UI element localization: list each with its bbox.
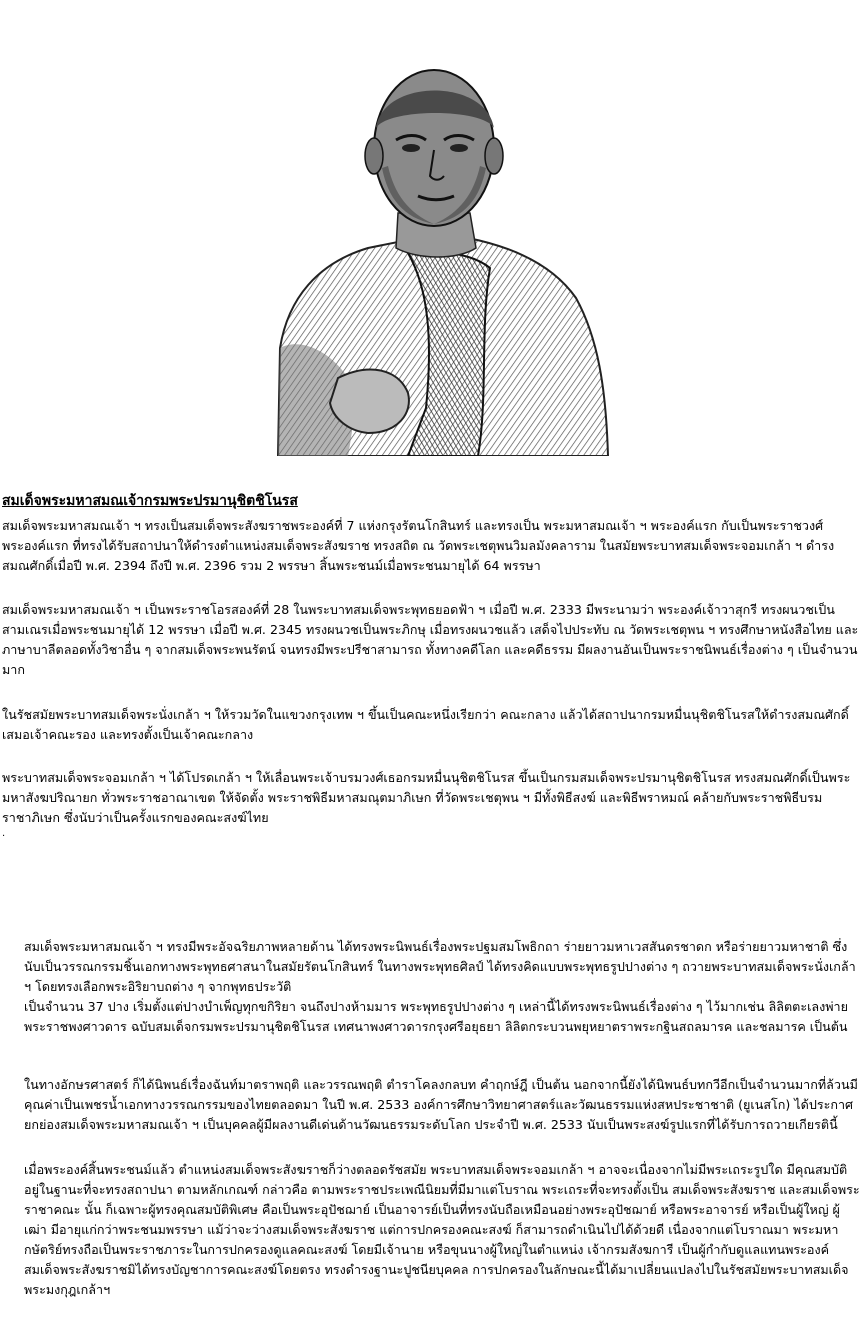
paragraph-literature-text: ในทางอักษรศาสตร์ ก็ได้นิพนธ์เรื่องฉันท์มาตราพฤติ และวรรณพฤติ ตำราโคลงกลบท คำฤกษ์ฎี เป็นต้น นอกจากนี้ยังได้นิพนธ์บทกวีอีกเป็นจำนวนมากที่ล้วนมีคุณค่าเป็นเพชรน้ำเอกทางวรรณกรรมของไทยตลอดมา ในปี พ.ศ. 2533 องค์การศึกษาวิทยาศาสตร์และวัฒนธรรมแห่งสหประชาชาติ (ยูเนสโก) ได้ประกาศยกย่องสมเด็จพระมหาสมณเจ้า ฯ เป็นบุคคลผู้มีผลงานดีเด่นด้านวัฒนธรรมระดับโลก ประจำปี พ.ศ. 2533 นับเป็นพระสงฆ์รูปแรกที่ได้รับการถวายเกียรตินี้: [24, 1077, 858, 1132]
paragraph-talents-line-2: เป็นจำนวน 37 ปาง เริ่มตั้งแต่ปางบำเพ็ญทุกขกิริยา จนถึงปางห้ามมาร พระพุทธรูปปางต่าง ๆ เหล่านี้ได้ทรงพระนิพนธ์เรื่องต่าง ๆ ไว้มากเช่น ลิลิตตะเลงพ่าย พระราชพงศาวดาร ฉบับสมเด็จกรมพระปรมานุชิตชิโนรส เทศนาพงศาวดารกรุงศรีอยุธยา ลิลิตกระบวนพยุหยาตราพระกฐินสถลมารค และชลมารค เป็นต้น: [24, 999, 849, 1034]
monk-portrait: [258, 48, 618, 456]
paragraph-succession: [24, 1160, 862, 1300]
paragraph-origin: สมเด็จพระมหาสมณเจ้า ฯ เป็นพระราชโอรสองค์ที่ 28 ในพระบาทสมเด็จพระพุทธยอดฟ้า ฯ เมื่อปี พ.ศ. 2333 มีพระนามว่า พระองค์เจ้าวาสุกรี ทรงผนวชเป็นสามเณรเมื่อพระชนมายุได้ 12 พรรษา เมื่อปี พ.ศ. 2345 ทรงผนวชเป็นพระภิกษุ เมื่อทรงผนวชแล้ว เสด็จไปประทับ ณ วัดพระเชตุพน ฯ ทรงศึกษาหนังสือไทย และภาษาบาลีตลอดทั้งวิชาอื่น ๆ จากสมเด็จพระพนรัตน์ จนทรงมีพระปรีชาสามารถ ทั้งทางคดีโลก และคดีธรรม มีผลงานอันเป็นพระราชนิพนธ์เรื่องต่าง ๆ เป็นจำนวนมาก: [2, 602, 859, 677]
page-title: สมเด็จพระมหาสมณเจ้ากรมพระปรมานุชิตชิโนรส: [2, 493, 298, 509]
paragraph-elevation: พระบาทสมเด็จพระจอมเกล้า ฯ ได้โปรดเกล้า ฯ ให้เลื่อนพระเจ้าบรมวงศ์เธอกรมหมื่นนุชิตชิโนรส ขึ้นเป็นกรมสมเด็จพระปรมานุชิตชิโนรส ทรงสมณศักดิ์เป็นพระมหาสังฆปริณายก ทั่วพระราชอาณาเขต ให้จัดตั้ง พระราชพิธีมหาสมณุตมาภิเษก ที่วัดพระเชตุพน ฯ มีทั้งพิธีสงฆ์ และพิธีพราหมณ์ คล้ายกับพระราชพิธีบรมราชาภิเษก ซึ่งนับว่าเป็นครั้งแรกของคณะสงฆ์ไทย: [2, 770, 851, 825]
paragraph-intro: สมเด็จพระมหาสมณเจ้า ฯ ทรงเป็นสมเด็จพระสังฆราชพระองค์ที่ 7 แห่งกรุงรัตนโกสินทร์ และทรงเป็น พระมหาสมณเจ้า ฯ พระองค์แรก กับเป็นพระราชวงศ์พระองค์แรก ที่ทรงได้รับสถาปนาให้ดำรงตำแหน่งสมเด็จพระสังฆราช ทรงสถิต ณ วัดพระเชตุพนวิมลมังคลาราม ในสมัยพระบาทสมเด็จพระจอมเกล้า ฯ ดำรงสมณศักดิ์เมื่อปี พ.ศ. 2394 ถึงปี พ.ศ. 2396 รวม 2 พรรษา สิ้นพระชนม์เมื่อพระชนมายุได้ 64 พรรษา: [2, 518, 835, 573]
stray-mark: .: [2, 828, 6, 839]
portrait-drawing: [258, 48, 618, 456]
paragraph-talents: [24, 937, 862, 1037]
paragraph-talents-line-1: สมเด็จพระมหาสมณเจ้า ฯ ทรงมีพระอัจฉริยภาพหลายด้าน ได้ทรงพระนิพนธ์เรื่องพระปฐมสมโพธิกถา ร่ายยาวมหาเวสสันดรชาดก หรือร่ายยาวมหาชาติ ซึ่งนับเป็นวรรณกรรมชิ้นเอกทางพระพุทธศาสนาในสมัยรัตนโกสินทร์ ในทางพระพุทธศิลป์ ได้ทรงคิดแบบพระพุทธรูปปางต่าง ๆ ถวายพระบาทสมเด็จพระนั่งเกล้า ฯ โดยทรงเลือกพระอิริยาบถต่าง ๆ จากพุทธประวัติ: [24, 939, 856, 994]
paragraph-literature: [24, 1075, 862, 1135]
paragraph-succession-text: เมื่อพระองค์สิ้นพระชนม์แล้ว ตำแหน่งสมเด็จพระสังฆราชก็ว่างตลอดรัชสมัย พระบาทสมเด็จพระจอมเกล้า ฯ อาจจะเนื่องจากไม่มีพระเถระรูปใด มีคุณสมบัติอยู่ในฐานะที่จะทรงสถาปนา ตามหลักเกณฑ์ กล่าวคือ ตามพระราชประเพณีนิยมที่มีมาแต่โบราณ พระเถระที่จะทรงตั้งเป็น สมเด็จพระสังฆราช และสมเด็จพระราชาคณะ นั้น ก็เฉพาะผู้ทรงคุณสมบัติพิเศษ คือเป็นพระอุปัชฌาย์ เป็นอาจารย์เป็นที่ทรงนับถือเหมือนอย่างพระอุปัชฌาย์ หรือพระอาจารย์ หรือเป็นผู้ใหญ่ ผู้เฒ่า มีอายุแก่กว่าพระชนมพรรษา แม้ว่าจะว่างสมเด็จพระสังฆราช แต่การปกครองคณะสงฆ์ ก็สามารถดำเนินไปได้ด้วยดี เนื่องจากแต่โบราณมา พระมหากษัตริย์ทรงถือเป็นพระราชภาระในการปกครองดูแลคณะสงฆ์ โดยมีเจ้านาย หรือขุนนางผู้ใหญ่ในตำแหน่ง เจ้ากรมสังฆการี เป็นผู้กำกับดูแลแทนพระองค์ สมเด็จพระสังฆราชมิได้ทรงบัญชาการคณะสงฆ์โดยตรง ทรงดำรงฐานะปูชนียบุคคล การปกครองในลักษณะนี้ได้มาเปลี่ยนแปลงไปในรัชสมัยพระบาทสมเด็จพระมงกุฎเกล้าฯ: [24, 1162, 860, 1297]
paragraph-appointment: ในรัชสมัยพระบาทสมเด็จพระนั่งเกล้า ฯ ให้รวมวัดในแขวงกรุงเทพ ฯ ขึ้นเป็นคณะหนึ่งเรียกว่า คณะกลาง แล้วได้สถาปนากรมหมื่นนุชิตชิโนรสให้ดำรงสมณศักดิ์เสมอเจ้าคณะรอง และทรงตั้งเป็นเจ้าคณะกลาง: [2, 707, 849, 742]
